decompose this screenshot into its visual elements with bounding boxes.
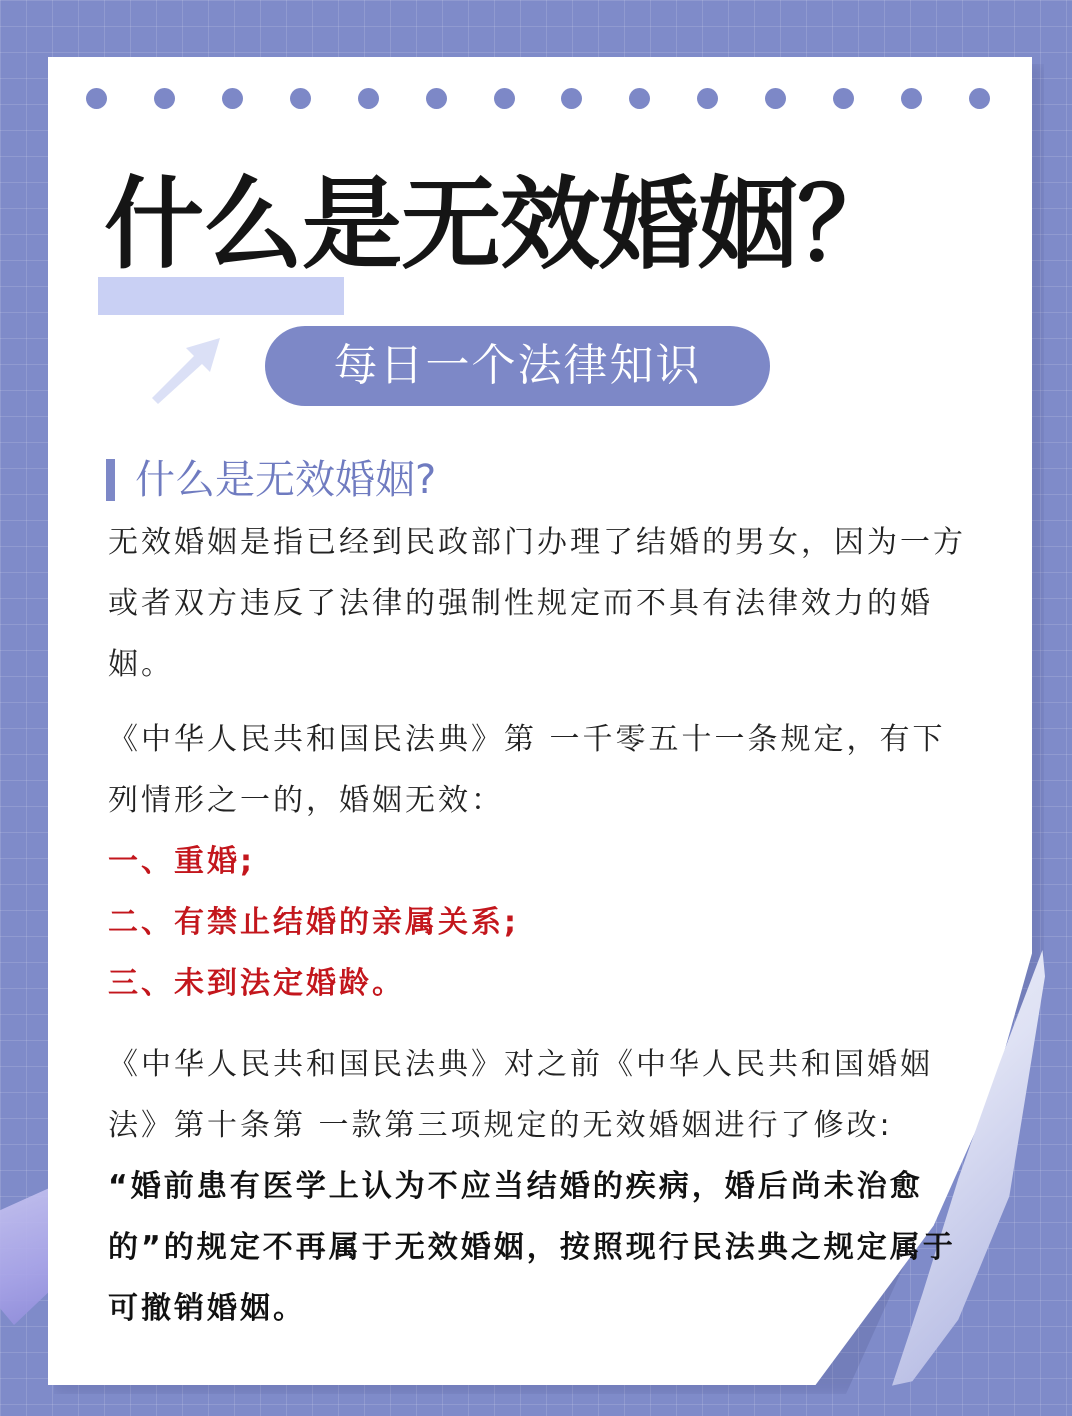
- article-paragraph: 《中华人民共和国民法典》第 一千零五十一条规定，有下列情形之一的，婚姻无效：: [108, 722, 946, 818]
- binder-dot: [86, 88, 107, 109]
- binder-dot: [833, 88, 854, 109]
- binder-dot: [629, 88, 650, 109]
- amendment-paragraph: 《中华人民共和国民法典》对之前《中华人民共和国婚姻法》第十条第 一款第三项规定的无效婚姻进行了修改:: [108, 1047, 933, 1143]
- list-item: 二、有禁止结婚的亲属关系;: [108, 905, 519, 940]
- binder-dots: [86, 88, 990, 110]
- list-item: 三、未到法定婚龄。: [108, 966, 405, 1001]
- binder-dot: [494, 88, 515, 109]
- definition-paragraph: 无效婚姻是指已经到民政部门办理了结婚的男女，因为一方或者双方违反了法律的强制性规定而不具有法律效力的婚姻。: [108, 525, 966, 682]
- binder-dot: [290, 88, 311, 109]
- binder-dot: [969, 88, 990, 109]
- binder-dot: [358, 88, 379, 109]
- article-body: [108, 512, 974, 1339]
- quote-paragraph: “婚前患有医学上认为不应当结婚的疾病，婚后尚未治愈的”的规定不再属于无效婚姻，按照现行民法典之规定属于可撤销婚姻。: [108, 1169, 956, 1326]
- binder-dot: [222, 88, 243, 109]
- section-heading: [106, 455, 436, 505]
- binder-dot: [154, 88, 175, 109]
- binder-dot: [426, 88, 447, 109]
- arrow-up-right-icon: [150, 336, 222, 408]
- heading-accent-bar: [106, 459, 115, 501]
- binder-dot: [901, 88, 922, 109]
- binder-dot: [697, 88, 718, 109]
- list-item: 一、重婚;: [108, 844, 255, 879]
- subtitle-badge: 每日一个法律知识: [265, 326, 770, 406]
- binder-dot: [765, 88, 786, 109]
- page-title: 什么是无效婚姻？: [104, 166, 896, 283]
- binder-dot: [561, 88, 582, 109]
- section-heading-text: 什么是无效婚姻?: [135, 457, 437, 503]
